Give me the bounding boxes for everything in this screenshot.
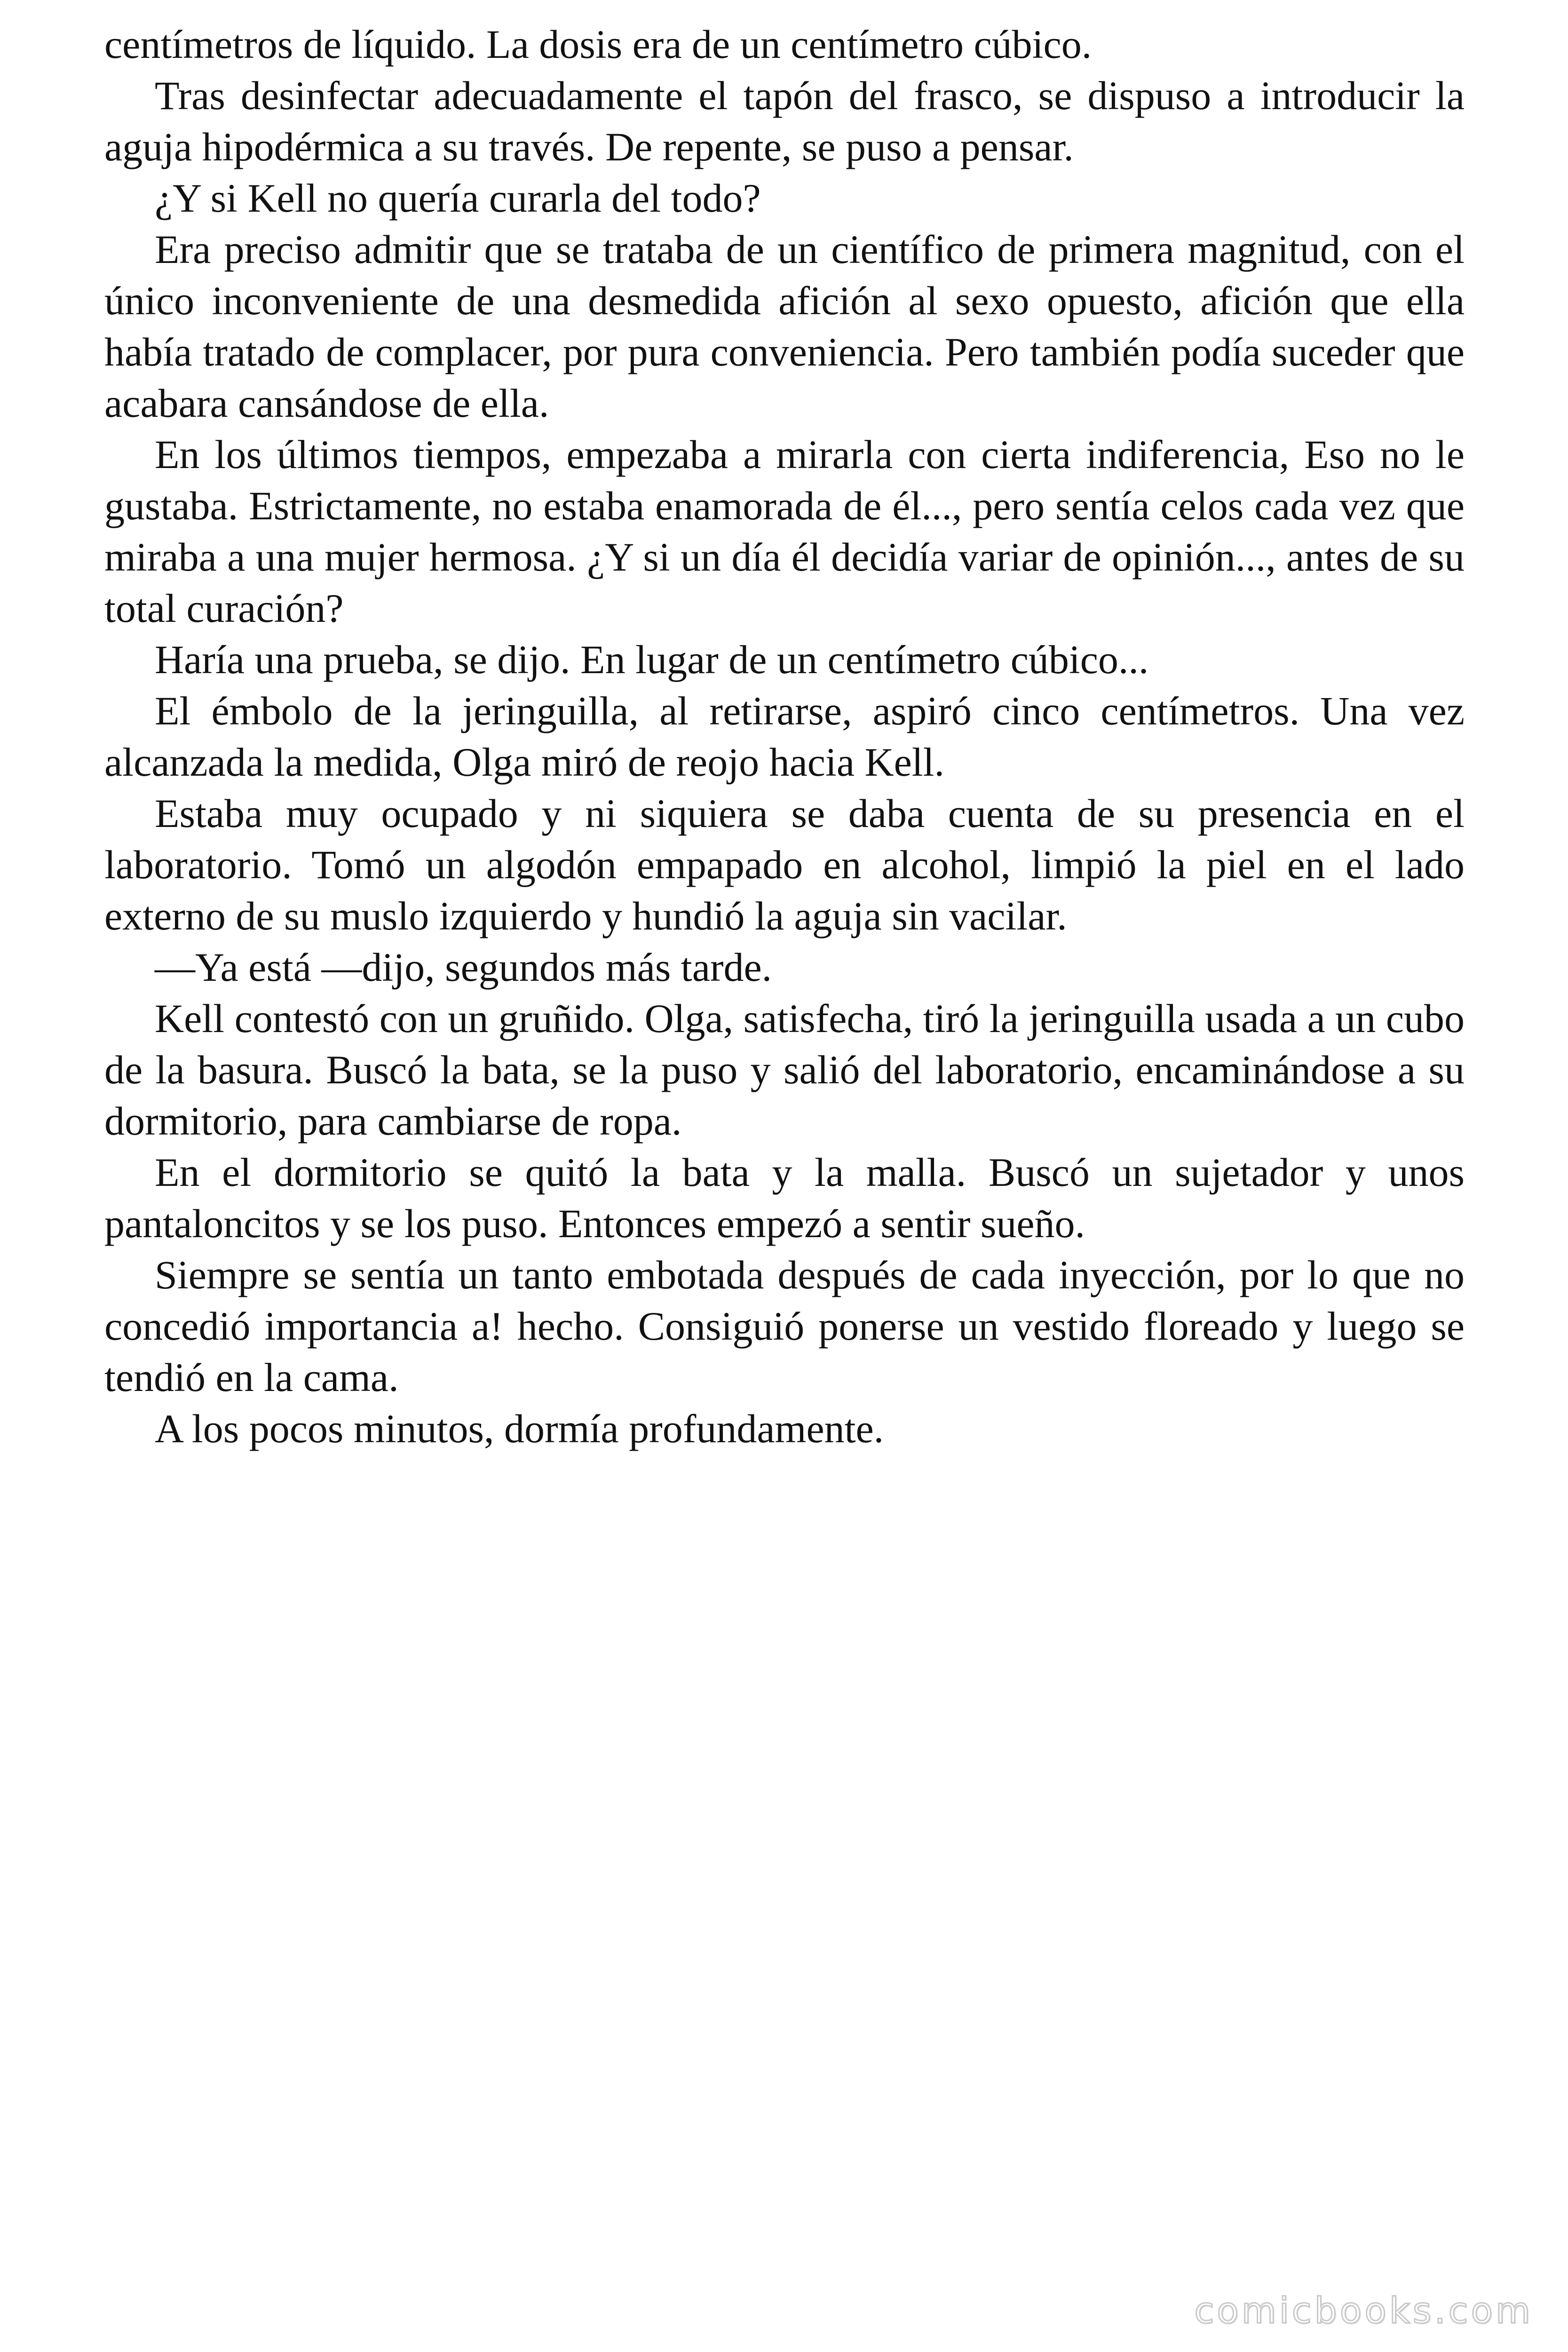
paragraph: centímetros de líquido. La dosis era de un centímetro cúbico. [104, 22, 1092, 67]
paragraph: Haría una prueba, se dijo. En lugar de un centímetro cúbico... [155, 637, 1149, 682]
paragraph: Estaba muy ocupado y ni siquiera se daba cuenta de su presencia en el laboratorio. Tomó un algodón empapado en alcohol, limpió la piel en el lado externo de su muslo izquierdo y hundió la aguja sin vacilar. [104, 791, 1465, 938]
paragraph: En el dormitorio se quitó la bata y la malla. Buscó un sujetador y unos pantaloncitos y se los puso. Entonces empezó a sentir sueño. [104, 1150, 1465, 1246]
paragraph: —Ya está —dijo, segundos más tarde. [155, 945, 772, 990]
watermark: comicbooks.com [1194, 2289, 1533, 2331]
paragraph: El émbolo de la jeringuilla, al retirarse, aspiró cinco centímetros. Una vez alcanzada la medida, Olga miró de reojo hacia Kell. [104, 688, 1465, 785]
paragraph: En los últimos tiempos, empezaba a mirarla con cierta indiferencia, Eso no le gustaba. Estrictamente, no estaba enamorada de él..., pero sentía celos cada vez que miraba a una mujer hermosa. ¿Y si un día él decidía variar de opinión..., antes de su total curación? [104, 432, 1465, 631]
paragraph: A los pocos minutos, dormía profundamente. [155, 1406, 884, 1451]
paragraph: ¿Y si Kell no quería curarla del todo? [155, 175, 761, 221]
paragraph: Tras desinfectar adecuadamente el tapón del frasco, se dispuso a introducir la aguja hipodérmica a su través. De repente, se puso a pensar. [104, 73, 1465, 169]
page-body [104, 19, 1465, 1454]
paragraph: Siempre se sentía un tanto embotada después de cada inyección, por lo que no concedió importancia a! hecho. Consiguió ponerse un vestido floreado y luego se tendió en la cama. [104, 1252, 1465, 1400]
paragraph: Kell contestó con un gruñido. Olga, satisfecha, tiró la jeringuilla usada a un cubo de la basura. Buscó la bata, se la puso y salió del laboratorio, encaminándose a su dormitorio, para cambiarse de ropa. [104, 996, 1465, 1144]
paragraph: Era preciso admitir que se trataba de un científico de primera magnitud, con el único inconveniente de una desmedida afición al sexo opuesto, afición que ella había tratado de complacer, por pura conveniencia. Pero también podía suceder que acabara cansándose de ella. [104, 227, 1465, 426]
